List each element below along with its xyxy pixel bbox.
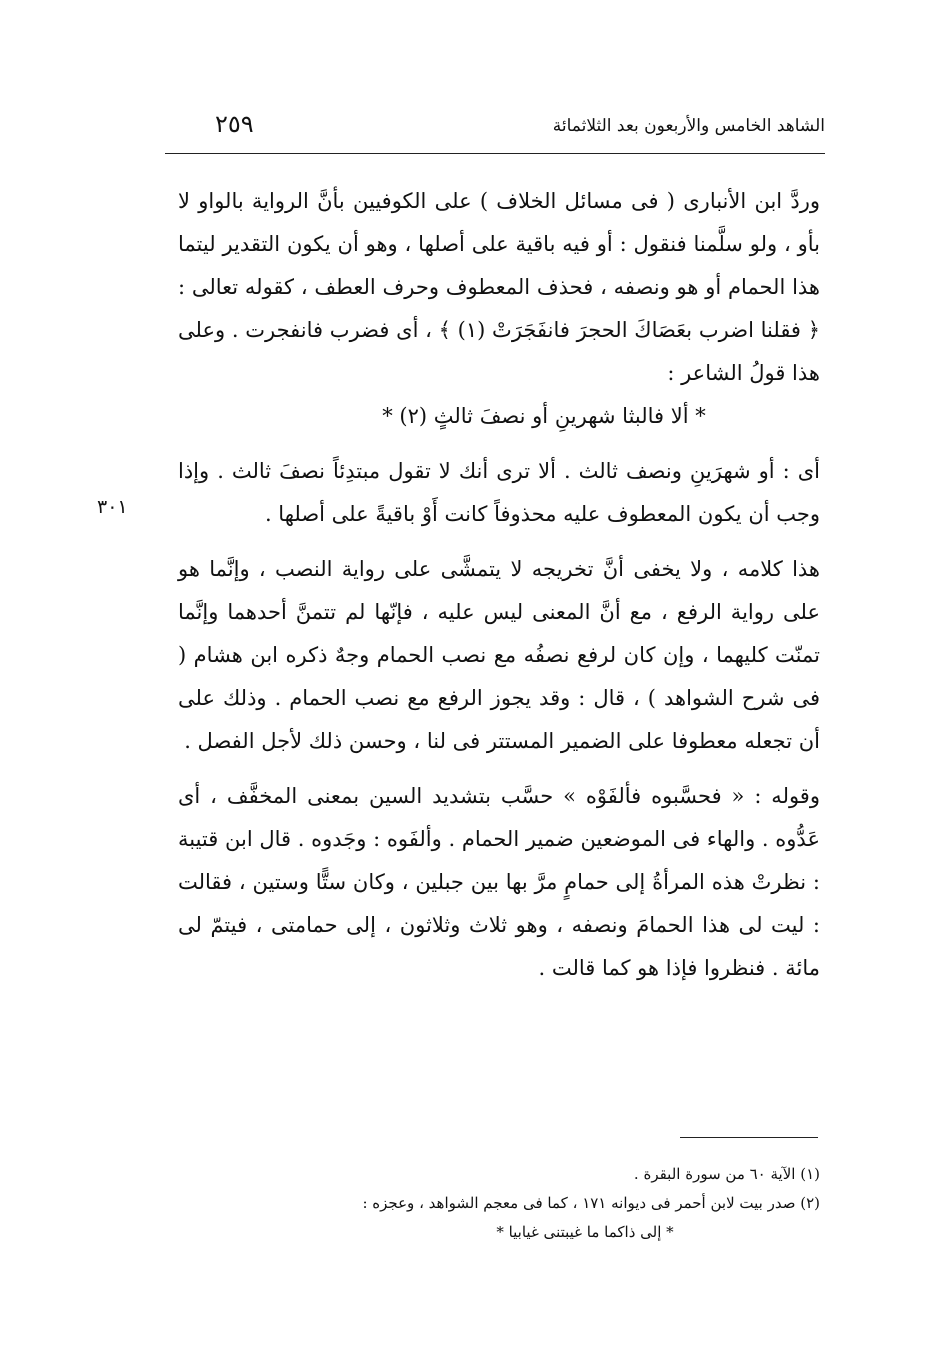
footnote-2-verse: * إلى ذاكما ما غيبتنى غيابيا *: [496, 1223, 674, 1241]
paragraph-3: هذا كلامه ، ولا يخفى أنَّ تخريجه لا يتمشَّى على رواية النصب ، وإنَّما هو على رواية الرفع ، مع أنَّ المعنى ليس عليه ، فإنّها لم تتمنَّ أحدهما وإنَّما تمنّت كليهما ، وإن كان لرفع نصفُه مع نصب الحمام وجهٌ ذكره ابن هشام ( فى شرح الشواهد ) ، قال : وقد يجوز الرفع مع نصب الحمام . وذلك على أن تجعله معطوفا على الضمير المستتر فى لنا ، وحسن ذلك لأجل الفصل .: [178, 557, 820, 753]
footnote-rule: [680, 1137, 818, 1138]
body-text: [178, 180, 820, 990]
footnote-1: (١) الآية ٦٠ من سورة البقرة .: [633, 1165, 820, 1183]
paragraph-1: وردَّ ابن الأنبارى ( فى مسائل الخلاف ) على الكوفيين بأنَّ الرواية بالواو لا بأو ، ولو سلَّمنا فنقول : أو فيه باقية على أصلها ، وهو أن يكون التقدير ليتما هذا الحمام أو هو ونصفه ، فحذف المعطوف وحرف العطف ، كقوله تعالى : ﴿ فقلنا اضرب بعَصَاكَ الحجرَ فانفَجَرَتْ (١) ﴾ ، أى فضرب فانفجرت . وعلى هذا قولُ الشاعر :: [178, 189, 821, 385]
paragraph-4: وقوله : « فحسَّبوه فألفَوْه » حسَّب بتشديد السين بمعنى المخفَّف ، أى عَدُّوه . والهاء فى الموضعين ضمير الحمام . وألفَوه : وجَدوه . قال ابن قتيبة : نظرتْ هذه المرأةُ إلى حمامٍ مرَّ بها بين جبلين ، وكان ستًّا وستين ، فقالت : ليت لى هذا الحمامَ ونصفه ، وهو ثلاث وثلاثون ، إلى حمامتى ، فيتمّ لى مائة . فنظروا فإذا هو كما قالت .: [178, 784, 820, 980]
page-number: ٢٥٩: [215, 110, 254, 138]
page-header: [165, 108, 825, 148]
paragraph-2: أى : أو شهرَينِ ونصف ثالث . ألا ترى أنك لا تقول مبتدِئاً نصفَ ثالث . وإذا وجب أن يكون المعطوف عليه محذوفاً كانت أَوْ باقيةً على أصلها .: [178, 459, 820, 526]
running-title: الشاهد الخامس والأربعون بعد الثلاثمائة: [552, 116, 825, 136]
footnote-2: (٢) صدر بيت لابن أحمر فى ديوانه ١٧١ ، كما فى معجم الشواهد ، وعجزه :: [362, 1194, 820, 1212]
verse-line: * ألا فالبثا شهرينِ أو نصفَ ثالثٍ (٢) *: [382, 404, 706, 428]
footnotes: [260, 1160, 820, 1247]
margin-note: ٣٠١: [97, 496, 128, 518]
header-rule: [165, 153, 825, 154]
